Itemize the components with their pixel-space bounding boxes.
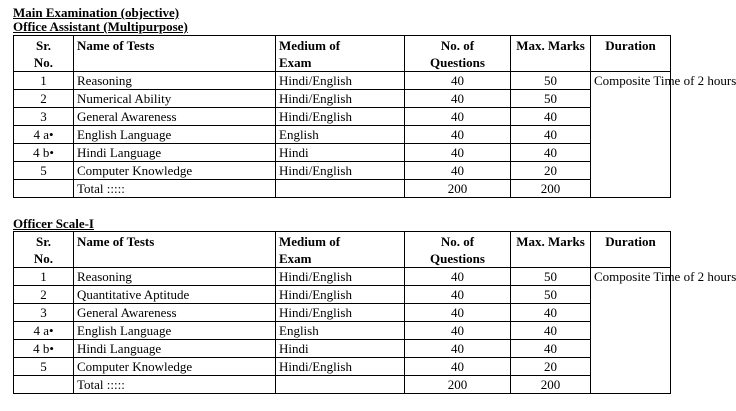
table-row — [14, 126, 671, 144]
cell-questions: 40 — [405, 90, 511, 108]
cell-duration: Composite Time of 2 hours — [591, 72, 671, 198]
cell-test-name: General Awareness — [74, 108, 276, 126]
cell-questions: 40 — [405, 340, 511, 358]
cell-marks: 40 — [511, 304, 591, 322]
cell-test-name: English Language — [74, 126, 276, 144]
cell-test-name: English Language — [74, 322, 276, 340]
header-sr-no: Sr. No. — [14, 36, 74, 72]
cell-total-questions: 200 — [405, 376, 511, 394]
cell-medium: Hindi/English — [276, 268, 405, 286]
table-row — [14, 108, 671, 126]
header-name-of-tests: Name of Tests — [74, 36, 276, 72]
cell-sr: 4 a• — [14, 322, 74, 340]
cell-test-name: Hindi Language — [74, 144, 276, 162]
cell-test-name: Computer Knowledge — [74, 358, 276, 376]
cell-sr: 1 — [14, 72, 74, 90]
table-row — [14, 322, 671, 340]
cell-test-name: Hindi Language — [74, 340, 276, 358]
cell-medium: Hindi/English — [276, 72, 405, 90]
cell-test-name: Numerical Ability — [74, 90, 276, 108]
cell-medium: English — [276, 322, 405, 340]
table-row — [14, 72, 671, 90]
cell-questions: 40 — [405, 268, 511, 286]
cell-questions: 40 — [405, 286, 511, 304]
header-sr-no: Sr. No. — [14, 232, 74, 268]
cell-sr: 2 — [14, 90, 74, 108]
cell-medium: Hindi/English — [276, 108, 405, 126]
section-title-office-assistant: Office Assistant (Multipurpose) — [13, 19, 188, 34]
cell-test-name: General Awareness — [74, 304, 276, 322]
cell-questions: 40 — [405, 322, 511, 340]
cell-blank — [276, 376, 405, 394]
cell-marks: 50 — [511, 90, 591, 108]
cell-marks: 40 — [511, 340, 591, 358]
cell-sr: 4 a• — [14, 126, 74, 144]
cell-sr: 4 b• — [14, 340, 74, 358]
cell-medium: Hindi — [276, 144, 405, 162]
cell-marks: 20 — [511, 162, 591, 180]
table-header-row — [14, 232, 671, 268]
cell-sr: 3 — [14, 304, 74, 322]
cell-medium: Hindi/English — [276, 90, 405, 108]
cell-marks: 50 — [511, 72, 591, 90]
cell-blank — [14, 376, 74, 394]
header-medium-of-exam: Medium of Exam — [276, 232, 405, 268]
cell-marks: 40 — [511, 108, 591, 126]
table-row — [14, 144, 671, 162]
section-title-officer-scale-i: Officer Scale-I — [13, 216, 94, 231]
cell-test-name: Computer Knowledge — [74, 162, 276, 180]
cell-blank — [276, 180, 405, 198]
cell-total-questions: 200 — [405, 180, 511, 198]
cell-questions: 40 — [405, 108, 511, 126]
header-max-marks: Max. Marks — [511, 36, 591, 72]
cell-questions: 40 — [405, 304, 511, 322]
office-assistant-table — [13, 35, 736, 198]
officer-scale-table — [13, 231, 736, 394]
cell-medium: Hindi/English — [276, 304, 405, 322]
cell-marks: 40 — [511, 144, 591, 162]
cell-marks: 40 — [511, 322, 591, 340]
cell-sr: 3 — [14, 108, 74, 126]
header-no-of-questions: No. of Questions — [405, 232, 511, 268]
cell-sr: 4 b• — [14, 144, 74, 162]
cell-duration: Composite Time of 2 hours — [591, 268, 671, 394]
cell-medium: Hindi — [276, 340, 405, 358]
table-row — [14, 90, 671, 108]
table-row — [14, 358, 671, 376]
cell-marks: 40 — [511, 126, 591, 144]
table-row — [14, 162, 671, 180]
cell-medium: Hindi/English — [276, 286, 405, 304]
cell-blank — [14, 180, 74, 198]
cell-test-name: Reasoning — [74, 268, 276, 286]
table-row — [14, 268, 671, 286]
cell-medium: Hindi/English — [276, 358, 405, 376]
cell-medium: Hindi/English — [276, 162, 405, 180]
header-name-of-tests: Name of Tests — [74, 232, 276, 268]
cell-marks: 50 — [511, 286, 591, 304]
cell-questions: 40 — [405, 72, 511, 90]
cell-questions: 40 — [405, 126, 511, 144]
table-row — [14, 286, 671, 304]
cell-sr: 2 — [14, 286, 74, 304]
main-title: Main Examination (objective) — [13, 5, 180, 20]
cell-sr: 1 — [14, 268, 74, 286]
cell-marks: 50 — [511, 268, 591, 286]
table-row — [14, 304, 671, 322]
header-duration: Duration — [591, 232, 671, 268]
table-total-row — [14, 376, 671, 394]
header-medium-of-exam: Medium of Exam — [276, 36, 405, 72]
cell-total-label: Total ::::: — [74, 180, 276, 198]
cell-test-name: Quantitative Aptitude — [74, 286, 276, 304]
header-duration: Duration — [591, 36, 671, 72]
table-header-row — [14, 36, 671, 72]
cell-sr: 5 — [14, 162, 74, 180]
cell-sr: 5 — [14, 358, 74, 376]
cell-questions: 40 — [405, 162, 511, 180]
cell-questions: 40 — [405, 358, 511, 376]
cell-total-label: Total ::::: — [74, 376, 276, 394]
table-row — [14, 340, 671, 358]
cell-total-marks: 200 — [511, 376, 591, 394]
header-max-marks: Max. Marks — [511, 232, 591, 268]
cell-total-marks: 200 — [511, 180, 591, 198]
cell-marks: 20 — [511, 358, 591, 376]
cell-medium: English — [276, 126, 405, 144]
header-no-of-questions: No. of Questions — [405, 36, 511, 72]
cell-questions: 40 — [405, 144, 511, 162]
table-total-row — [14, 180, 671, 198]
cell-test-name: Reasoning — [74, 72, 276, 90]
